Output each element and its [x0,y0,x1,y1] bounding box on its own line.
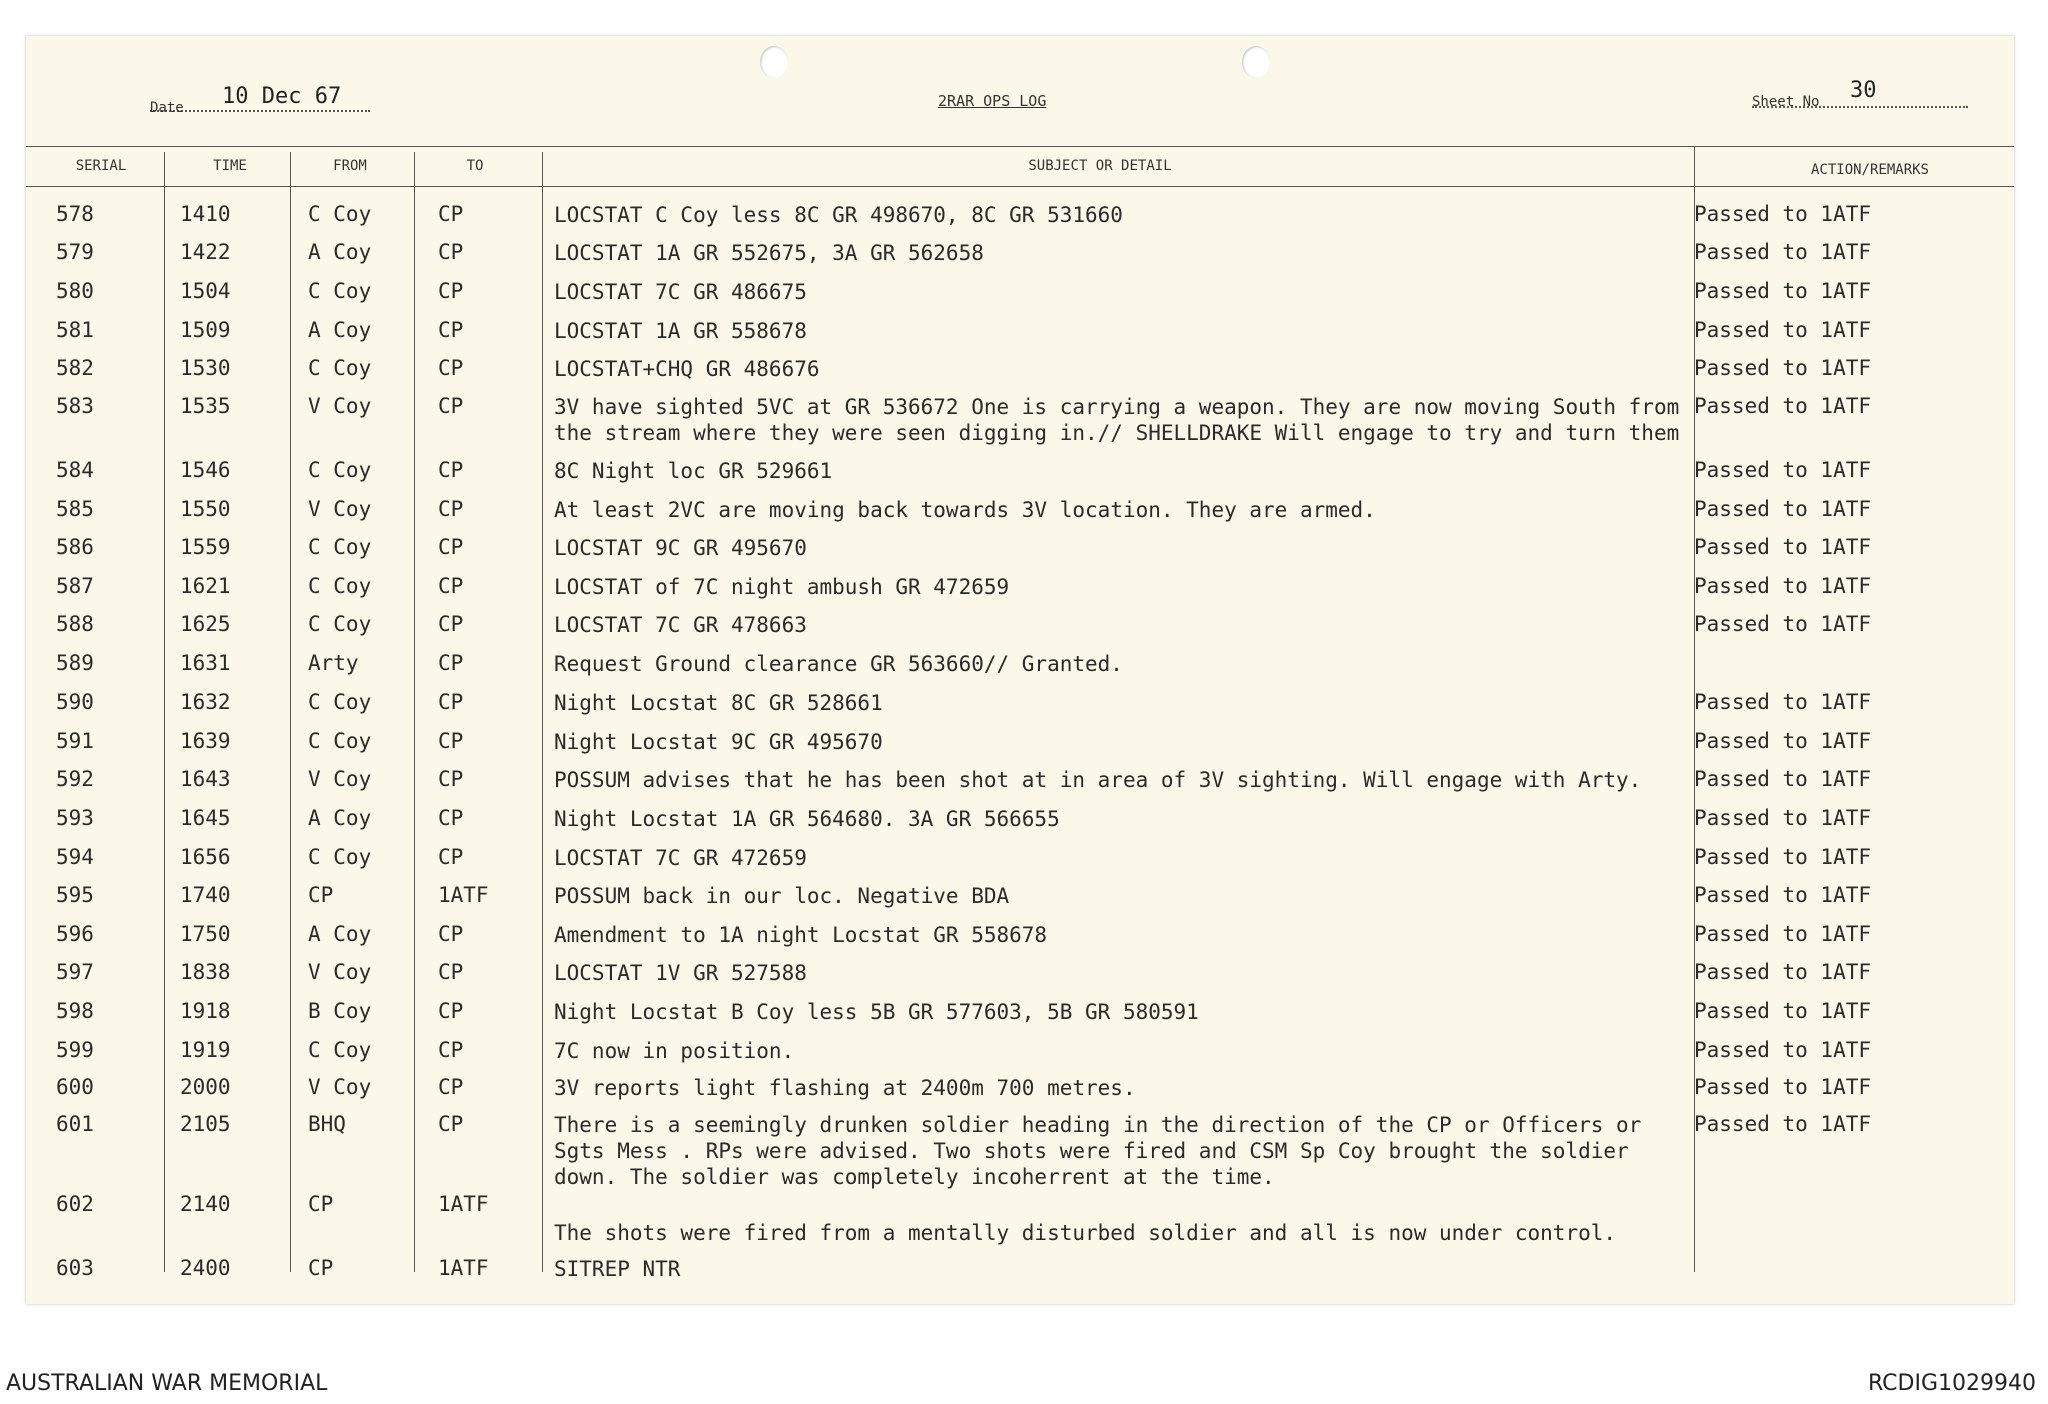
serial-cell: 596 [56,922,94,946]
action-cell: Passed to 1ATF [1694,535,1872,559]
table-row [0,999,2048,1037]
to-cell: CP [438,1075,464,1099]
table-row [0,922,2048,960]
time-cell: 1643 [180,767,231,791]
punch-hole-left [760,46,788,78]
from-cell: C Coy [308,356,372,380]
sheet-label: Sheet No [1752,94,1820,110]
sheet-number: 30 [1850,78,1877,103]
serial-cell: 598 [56,999,94,1023]
time-cell: 1639 [180,729,231,753]
to-cell: CP [438,922,464,946]
subject-cell: LOCSTAT 9C GR 495670 [554,536,807,560]
archive-credit: AUSTRALIAN WAR MEMORIAL [6,1371,328,1396]
subject-cell: LOCSTAT of 7C night ambush GR 472659 [554,575,1010,599]
column-header-subject: SUBJECT OR DETAIL [1028,158,1172,174]
action-cell: Passed to 1ATF [1694,690,1872,714]
to-cell: CP [438,651,464,675]
action-cell: Passed to 1ATF [1694,1112,1872,1136]
serial-cell: 580 [56,279,94,303]
serial-cell: 595 [56,883,94,907]
subject-cell: LOCSTAT 7C GR 478663 [554,613,807,637]
subject-cell: LOCSTAT C Coy less 8C GR 498670, 8C GR 531660 [554,203,1123,227]
punch-hole-right [1242,46,1270,78]
column-header-to: TO [466,158,484,174]
action-cell: Passed to 1ATF [1694,767,1872,791]
table-header-rule [26,186,2014,187]
table-row [0,845,2048,883]
action-cell: Passed to 1ATF [1694,612,1872,636]
subject-cell: POSSUM advises that he has been shot at in area of 3V sighting. Will engage with Arty. [554,768,1642,792]
to-cell: CP [438,767,464,791]
table-row [0,612,2048,650]
table-row [0,1038,2048,1076]
to-cell: CP [438,356,464,380]
to-cell: CP [438,497,464,521]
to-cell: CP [438,845,464,869]
time-cell: 1918 [180,999,231,1023]
subject-cell: Night Locstat 8C GR 528661 [554,691,883,715]
time-cell: 1645 [180,806,231,830]
subject-cell: 3V reports light flashing at 2400m 700 metres. [554,1076,1136,1100]
action-cell: Passed to 1ATF [1694,279,1872,303]
action-cell: Passed to 1ATF [1694,240,1872,264]
action-cell: Passed to 1ATF [1694,356,1872,380]
table-row [0,535,2048,573]
from-cell: C Coy [308,690,372,714]
table-top-rule [26,146,2014,147]
time-cell: 2105 [180,1112,231,1136]
serial-cell: 601 [56,1112,94,1136]
time-cell: 1422 [180,240,231,264]
serial-cell: 587 [56,574,94,598]
subject-cell: POSSUM back in our loc. Negative BDA [554,884,1010,908]
to-cell: CP [438,729,464,753]
table-row [0,651,2048,689]
action-cell: Passed to 1ATF [1694,999,1872,1023]
time-cell: 1621 [180,574,231,598]
action-cell: Passed to 1ATF [1694,574,1872,598]
to-cell: CP [438,574,464,598]
subject-cell: 8C Night loc GR 529661 [554,459,833,483]
table-row [0,356,2048,394]
subject-cell: Night Locstat 9C GR 495670 [554,730,883,754]
date-value: 10 Dec 67 [222,84,342,109]
from-cell: A Coy [308,240,372,264]
time-cell: 1504 [180,279,231,303]
date-label: Date [150,100,184,116]
to-cell: CP [438,535,464,559]
table-row [0,690,2048,728]
table-row [0,729,2048,767]
table-row [0,240,2048,278]
time-cell: 1750 [180,922,231,946]
table-row [0,394,2048,456]
to-cell: 1ATF [438,883,489,907]
serial-cell: 599 [56,1038,94,1062]
table-row [0,767,2048,805]
action-cell: Passed to 1ATF [1694,458,1872,482]
action-cell: Passed to 1ATF [1694,960,1872,984]
to-cell: CP [438,806,464,830]
table-row [0,202,2048,240]
serial-cell: 583 [56,394,94,418]
from-cell: C Coy [308,279,372,303]
to-cell: CP [438,279,464,303]
from-cell: C Coy [308,729,372,753]
from-cell: CP [308,1256,334,1280]
table-row [0,1192,2048,1245]
to-cell: CP [438,458,464,482]
serial-cell: 602 [56,1192,94,1216]
subject-cell: There is a seemingly drunken soldier heading in the direction of the CP or Officers or Sgts Mess . RPs were advised. Two shots were fired and CSM Sp Coy brought the soldier down. The soldier was completely incoherrent at the time. [554,1113,1642,1189]
column-header-serial: SERIAL [75,158,127,174]
action-cell: Passed to 1ATF [1694,883,1872,907]
from-cell: C Coy [308,1038,372,1062]
serial-cell: 592 [56,767,94,791]
action-cell: Passed to 1ATF [1694,1038,1872,1062]
subject-cell: LOCSTAT+CHQ GR 486676 [554,357,820,381]
to-cell: CP [438,1038,464,1062]
from-cell: C Coy [308,202,372,226]
time-cell: 1740 [180,883,231,907]
subject-cell: LOCSTAT 7C GR 472659 [554,846,807,870]
serial-cell: 590 [56,690,94,714]
serial-cell: 591 [56,729,94,753]
action-cell: Passed to 1ATF [1694,1075,1872,1099]
table-row [0,1256,2048,1294]
serial-cell: 603 [56,1256,94,1280]
time-cell: 1838 [180,960,231,984]
serial-cell: 584 [56,458,94,482]
to-cell: CP [438,202,464,226]
subject-cell: Request Ground clearance GR 563660// Granted. [554,652,1123,676]
from-cell: C Coy [308,535,372,559]
table-row [0,574,2048,612]
from-cell: CP [308,1192,334,1216]
action-cell: Passed to 1ATF [1694,806,1872,830]
time-cell: 1625 [180,612,231,636]
action-cell: Passed to 1ATF [1694,497,1872,521]
log-title: 2RAR OPS LOG [938,92,1047,110]
serial-cell: 578 [56,202,94,226]
subject-cell: Night Locstat 1A GR 564680. 3A GR 566655 [554,807,1060,831]
from-cell: C Coy [308,612,372,636]
archive-reference: RCDIG1029940 [1867,1371,2036,1396]
subject-cell: LOCSTAT 1V GR 527588 [554,961,807,985]
from-cell: V Coy [308,394,372,418]
serial-cell: 589 [56,651,94,675]
serial-cell: 581 [56,318,94,342]
action-cell: Passed to 1ATF [1694,922,1872,946]
to-cell: CP [438,690,464,714]
from-cell: C Coy [308,845,372,869]
to-cell: CP [438,999,464,1023]
serial-cell: 593 [56,806,94,830]
from-cell: A Coy [308,318,372,342]
from-cell: A Coy [308,806,372,830]
table-row [0,458,2048,496]
time-cell: 1530 [180,356,231,380]
subject-cell: The shots were fired from a mentally disturbed soldier and all is now under control. [554,1221,1617,1245]
subject-cell: LOCSTAT 1A GR 558678 [554,319,807,343]
subject-cell: At least 2VC are moving back towards 3V location. They are armed. [554,498,1376,522]
subject-cell: SITREP NTR [554,1257,681,1281]
subject-cell: Amendment to 1A night Locstat GR 558678 [554,923,1048,947]
time-cell: 1550 [180,497,231,521]
serial-cell: 586 [56,535,94,559]
from-cell: V Coy [308,767,372,791]
to-cell: CP [438,394,464,418]
subject-cell: LOCSTAT 1A GR 552675, 3A GR 562658 [554,241,984,265]
serial-cell: 594 [56,845,94,869]
from-cell: BHQ [308,1112,346,1136]
column-header-time: TIME [213,158,247,174]
table-row [0,1075,2048,1113]
to-cell: CP [438,612,464,636]
time-cell: 1559 [180,535,231,559]
table-row [0,497,2048,535]
from-cell: V Coy [308,960,372,984]
from-cell: B Coy [308,999,372,1023]
from-cell: V Coy [308,497,372,521]
time-cell: 2000 [180,1075,231,1099]
from-cell: CP [308,883,334,907]
action-cell: Passed to 1ATF [1694,318,1872,342]
time-cell: 1631 [180,651,231,675]
serial-cell: 588 [56,612,94,636]
subject-cell: LOCSTAT 7C GR 486675 [554,280,807,304]
from-cell: Arty [308,651,359,675]
table-row [0,883,2048,921]
to-cell: 1ATF [438,1192,489,1216]
serial-cell: 597 [56,960,94,984]
from-cell: C Coy [308,458,372,482]
action-cell: Passed to 1ATF [1694,394,1872,418]
from-cell: C Coy [308,574,372,598]
time-cell: 2140 [180,1192,231,1216]
subject-cell: Night Locstat B Coy less 5B GR 577603, 5B GR 580591 [554,1000,1199,1024]
column-header-from: FROM [333,158,367,174]
table-row [0,960,2048,998]
time-cell: 1632 [180,690,231,714]
to-cell: 1ATF [438,1256,489,1280]
time-cell: 1535 [180,394,231,418]
to-cell: CP [438,960,464,984]
table-row [0,806,2048,844]
table-row [0,318,2048,356]
time-cell: 1410 [180,202,231,226]
serial-cell: 600 [56,1075,94,1099]
action-cell: Passed to 1ATF [1694,729,1872,753]
from-cell: A Coy [308,922,372,946]
serial-cell: 585 [56,497,94,521]
time-cell: 2400 [180,1256,231,1280]
subject-cell: 3V have sighted 5VC at GR 536672 One is carrying a weapon. They are now moving South from the stream where they were seen digging in.// SHELLDRAKE Will engage to try and turn them [554,395,1680,445]
subject-cell: 7C now in position. [554,1039,795,1063]
action-cell: Passed to 1ATF [1694,845,1872,869]
column-header-action: ACTION/REMARKS [1810,162,1929,178]
table-row [0,279,2048,317]
to-cell: CP [438,240,464,264]
to-cell: CP [438,1112,464,1136]
from-cell: V Coy [308,1075,372,1099]
table-row [0,1112,2048,1192]
action-cell: Passed to 1ATF [1694,202,1872,226]
to-cell: CP [438,318,464,342]
time-cell: 1656 [180,845,231,869]
time-cell: 1509 [180,318,231,342]
serial-cell: 582 [56,356,94,380]
time-cell: 1546 [180,458,231,482]
serial-cell: 579 [56,240,94,264]
time-cell: 1919 [180,1038,231,1062]
